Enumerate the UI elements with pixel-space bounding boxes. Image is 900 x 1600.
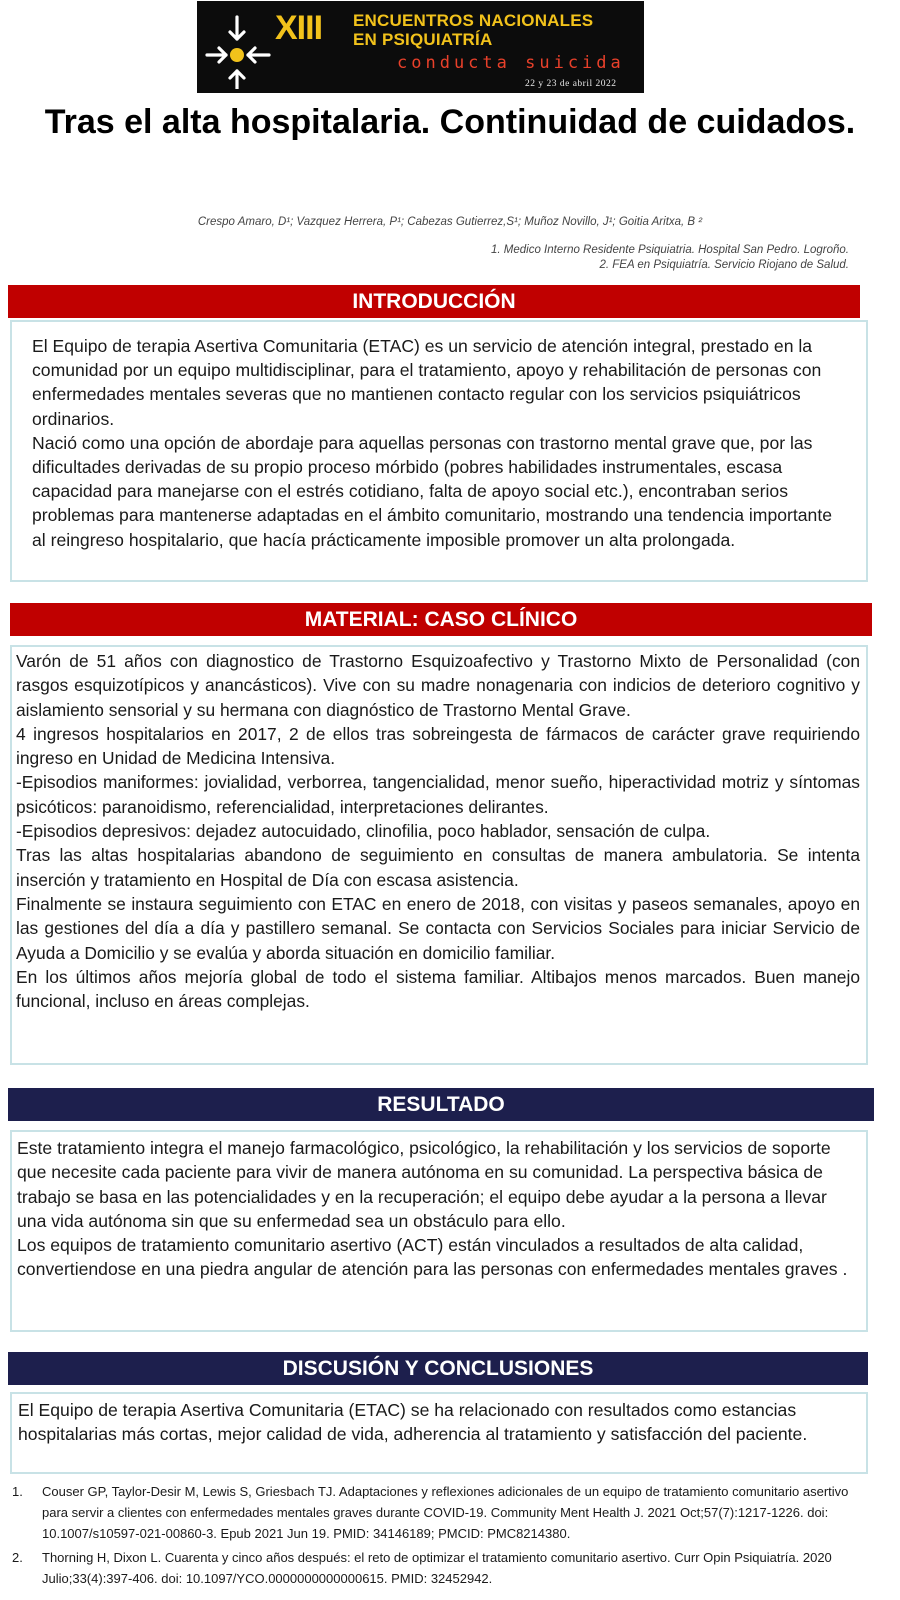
discusion-heading: DISCUSIÓN Y CONCLUSIONES <box>8 1352 868 1385</box>
resultado-body <box>10 1130 868 1332</box>
reference-text: Thorning H, Dixon L. Cuarenta y cinco años después: el reto de optimizar el tratamiento comunitario asertivo. Curr Opin Psiquiatría. 2020 Julio;33(4):397-406. doi: 10.1097/YCO.0000000000000615. PMID: 32452942. <box>42 1550 832 1587</box>
affiliations <box>491 243 849 273</box>
conference-banner <box>197 1 644 93</box>
material-paragraph: En los últimos años mejoría global de todo el sistema familiar. Altibajos menos marcados. Buen manejo funcional, incluso en áreas complejas. <box>16 966 860 1012</box>
material-paragraph: Varón de 51 años con diagnostico de Trastorno Esquizoafectivo y Trastorno Mixto de Personalidad (con rasgos esquizotípicos y anancásticos). Vive con su madre nonagenaria con indicios de deterioro cognitivo y aislamiento sensorial y su hermana con diagnóstico de Trastorno Mental Grave. <box>16 651 860 720</box>
resultado-paragraph: Los equipos de tratamiento comunitario asertivo (ACT) están vinculados a resultados de alta calidad, convertiendose en una piedra angular de atención para las personas con enfermedades mentales graves . <box>17 1235 848 1280</box>
banner-date: 22 y 23 de abril 2022 <box>525 79 617 89</box>
introduccion-body <box>10 320 868 582</box>
discusion-body <box>10 1392 868 1474</box>
material-paragraph: -Episodios depresivos: dejadez autocuidado, clinofilia, poco hablador, sensación de culpa. <box>16 821 711 842</box>
material-paragraph: 4 ingresos hospitalarios en 2017, 2 de ellos tras sobreingesta de fármacos de carácter grave requiriendo ingreso en Unidad de Medicina Intensiva. <box>16 723 860 769</box>
material-paragraph: -Episodios maniformes: jovialidad, verborrea, tangencialidad, menor sueño, hiperactividad motriz y síntomas psicóticos: paranoidismo, referencialidad, interpretaciones delirantes. <box>16 772 860 817</box>
introduccion-heading: INTRODUCCIÓN <box>8 285 860 318</box>
reference-item <box>12 1482 870 1544</box>
arrows-converging-icon <box>201 9 273 89</box>
reference-number: 2. <box>12 1550 23 1566</box>
resultado-heading: RESULTADO <box>8 1088 874 1121</box>
affiliation-2: 2. FEA en Psiquiatría. Servicio Riojano de Salud. <box>599 259 849 271</box>
reference-item <box>12 1548 870 1590</box>
introduccion-paragraph: Nació como una opción de abordaje para aquellas personas con trastorno mental grave que, por las dificultades derivadas de su propio proceso mórbido (pobres habilidades instrumentales, escasa capacidad para manejarse con el estrés cotidiano, falta de apoyo social etc.), encontraban serios problemas para mantenerse adaptadas en el ámbito comunitario, mostrando una tendencia importante al reingreso hospitalario, que hacía prácticamente imposible promover un alta prolongada. <box>32 432 833 550</box>
discusion-paragraph: El Equipo de terapia Asertiva Comunitaria (ETAC) se ha relacionado con resultados como estancias hospitalarias más cortas, mejor calidad de vida, adherencia al tratamiento y satisfacción del paciente. <box>18 1400 808 1445</box>
material-paragraph: Tras las altas hospitalarias abandono de seguimiento en consultas de manera ambulatoria. Se intenta inserción y tratamiento en Hospital de Día con escasa asistencia. <box>16 845 860 890</box>
material-paragraph: Finalmente se instaura seguimiento con ETAC en enero de 2018, con visitas y paseos semanales, apoyo en las gestiones del día a día y pastillero semanal. Se contacta con Servicios Sociales para iniciar Servicio de Ayuda a Domicilio y se evalúa y aborda situación en domicilio familiar. <box>16 893 860 963</box>
reference-text: Couser GP, Taylor-Desir M, Lewis S, Griesbach TJ. Adaptaciones y reflexiones adicionales de un equipo de tratamiento comunitario asertivo para servir a clientes con enfermedades mentales graves durante COVID-19. Community Ment Health J. 2021 Oct;57(7):1217-1226. doi: 10.1007/s10597-021-00860-3. Epub 2021 Jun 19. PMID: 34146189; PMCID: PMC8214380. <box>42 1484 849 1541</box>
resultado-paragraph: Este tratamiento integra el manejo farmacológico, psicológico, la rehabilitación y los servicios de soporte que necesite cada paciente para vivir de manera autónoma en su comunidad. La perspectiva básica de trabajo se basa en las potencialidades y en la recuperación; el equipo debe ayudar a la persona a llevar una vida autónoma sin que su enfermedad sea un obstáculo para ello. <box>17 1138 831 1231</box>
banner-subtitle: conducta suicida <box>397 53 625 73</box>
poster-title: Tras el alta hospitalaria. Continuidad de cuidados. <box>44 103 856 141</box>
author-list: Crespo Amaro, D¹; Vazquez Herrera, P¹; Cabezas Gutierrez,S¹; Muñoz Novillo, J¹; Goitia Aritxa, B ² <box>197 216 703 228</box>
affiliation-1: 1. Medico Interno Residente Psiquiatria. Hospital San Pedro. Logroño. <box>491 244 849 256</box>
banner-line-1: ENCUENTROS NACIONALES <box>353 11 594 30</box>
banner-edition: XIII <box>275 9 323 47</box>
references <box>12 1482 870 1594</box>
introduccion-paragraph: El Equipo de terapia Asertiva Comunitaria (ETAC) es un servicio de atención integral, prestado en la comunidad por un equipo multidisciplinar, para el tratamiento, apoyo y rehabilitación de personas con enfermedades mentales severas que no mantienen contacto regular con los servicios psiquiátricos ordinarios. <box>32 336 822 429</box>
material-heading: MATERIAL: CASO CLÍNICO <box>10 603 872 636</box>
banner-line-2: EN PSIQUIATRÍA <box>353 30 493 49</box>
reference-number: 1. <box>12 1484 23 1499</box>
material-body <box>10 645 868 1065</box>
